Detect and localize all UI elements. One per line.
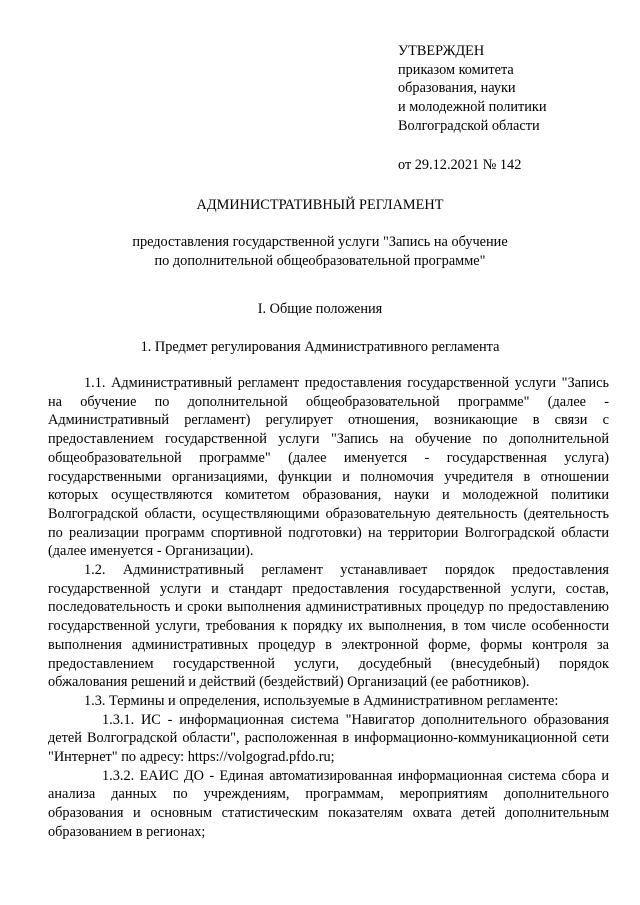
approval-line: приказом комитета	[398, 61, 514, 78]
approval-line: Волгоградской области	[398, 117, 540, 134]
document-subtitle	[0, 233, 640, 270]
paragraph-1-3: 1.3. Термины и определения, используемые в Административном регламенте:	[84, 692, 559, 709]
subtitle-line: по дополнительной общеобразовательной программе"	[154, 252, 486, 269]
approval-line: УТВЕРЖДЕН	[398, 43, 485, 59]
paragraph-1-2: 1.2. Административный регламент устанавливает порядок предоставления государственной услуги и стандарт предоставления государственной услуги, состав, последовательность и сроки выполнения административных процедур по предоставлению государственной услуги, требования к порядку их выполнения, в том числе особенности выполнения административных процедур в электронной форме, формы контроля за предоставлением государственной услуги, досудебный (внесудебный) порядок обжалования решений и действий (бездействий) Организаций (ее работников).	[48, 562, 609, 691]
paragraph-1-1: 1.1. Административный регламент предоставления государственной услуги "Запись на обучение по дополнительной общеобразовательной программе" (далее - Административный регламент) регулирует отношения, возникающие в связи с предоставлением государственной услуги "Запись на обучение по дополнительной общеобразовательной программе" (далее именуется - государственная услуга) государственными организациями, функции и полномочия учредителя в отношении которых осуществляются комитетом образования, науки и молодежной политики Волгоградской области, осуществляющими образовательную деятельность (деятельность по реализации программ спортивной подготовки) на территории Волгоградской области (далее именуется - Организации).	[48, 375, 609, 560]
section-heading: I. Общие положения	[257, 301, 383, 317]
paragraph-1-3-2: 1.3.2. ЕАИС ДО - Единая автоматизированная информационная система сбора и анализа данных по учреждениям, программам, мероприятиям дополнительного образования и основным статистическим показателям охвата детей дополнительным образованием в регионах;	[48, 767, 609, 840]
document-body	[48, 374, 609, 842]
approval-line: и молодежной политики	[398, 99, 547, 116]
subsection-heading: 1. Предмет регулирования Административного регламента	[140, 339, 500, 355]
order-date-number: от 29.12.2021 № 142	[398, 156, 522, 173]
paragraph-1-3-1: 1.3.1. ИС - информационная система "Навигатор дополнительного образования детей Волгоградской области", расположенная в информационно-коммуникационной сети "Интернет" по адресу: https://volgograd.pfdo.ru;	[48, 711, 609, 766]
approval-line: образования, науки	[398, 80, 516, 97]
document-title: АДМИНИСТРАТИВНЫЙ РЕГЛАМЕНТ	[196, 197, 444, 213]
approval-block	[398, 42, 547, 174]
subtitle-line: предоставления государственной услуги "Запись на обучение	[132, 234, 508, 250]
